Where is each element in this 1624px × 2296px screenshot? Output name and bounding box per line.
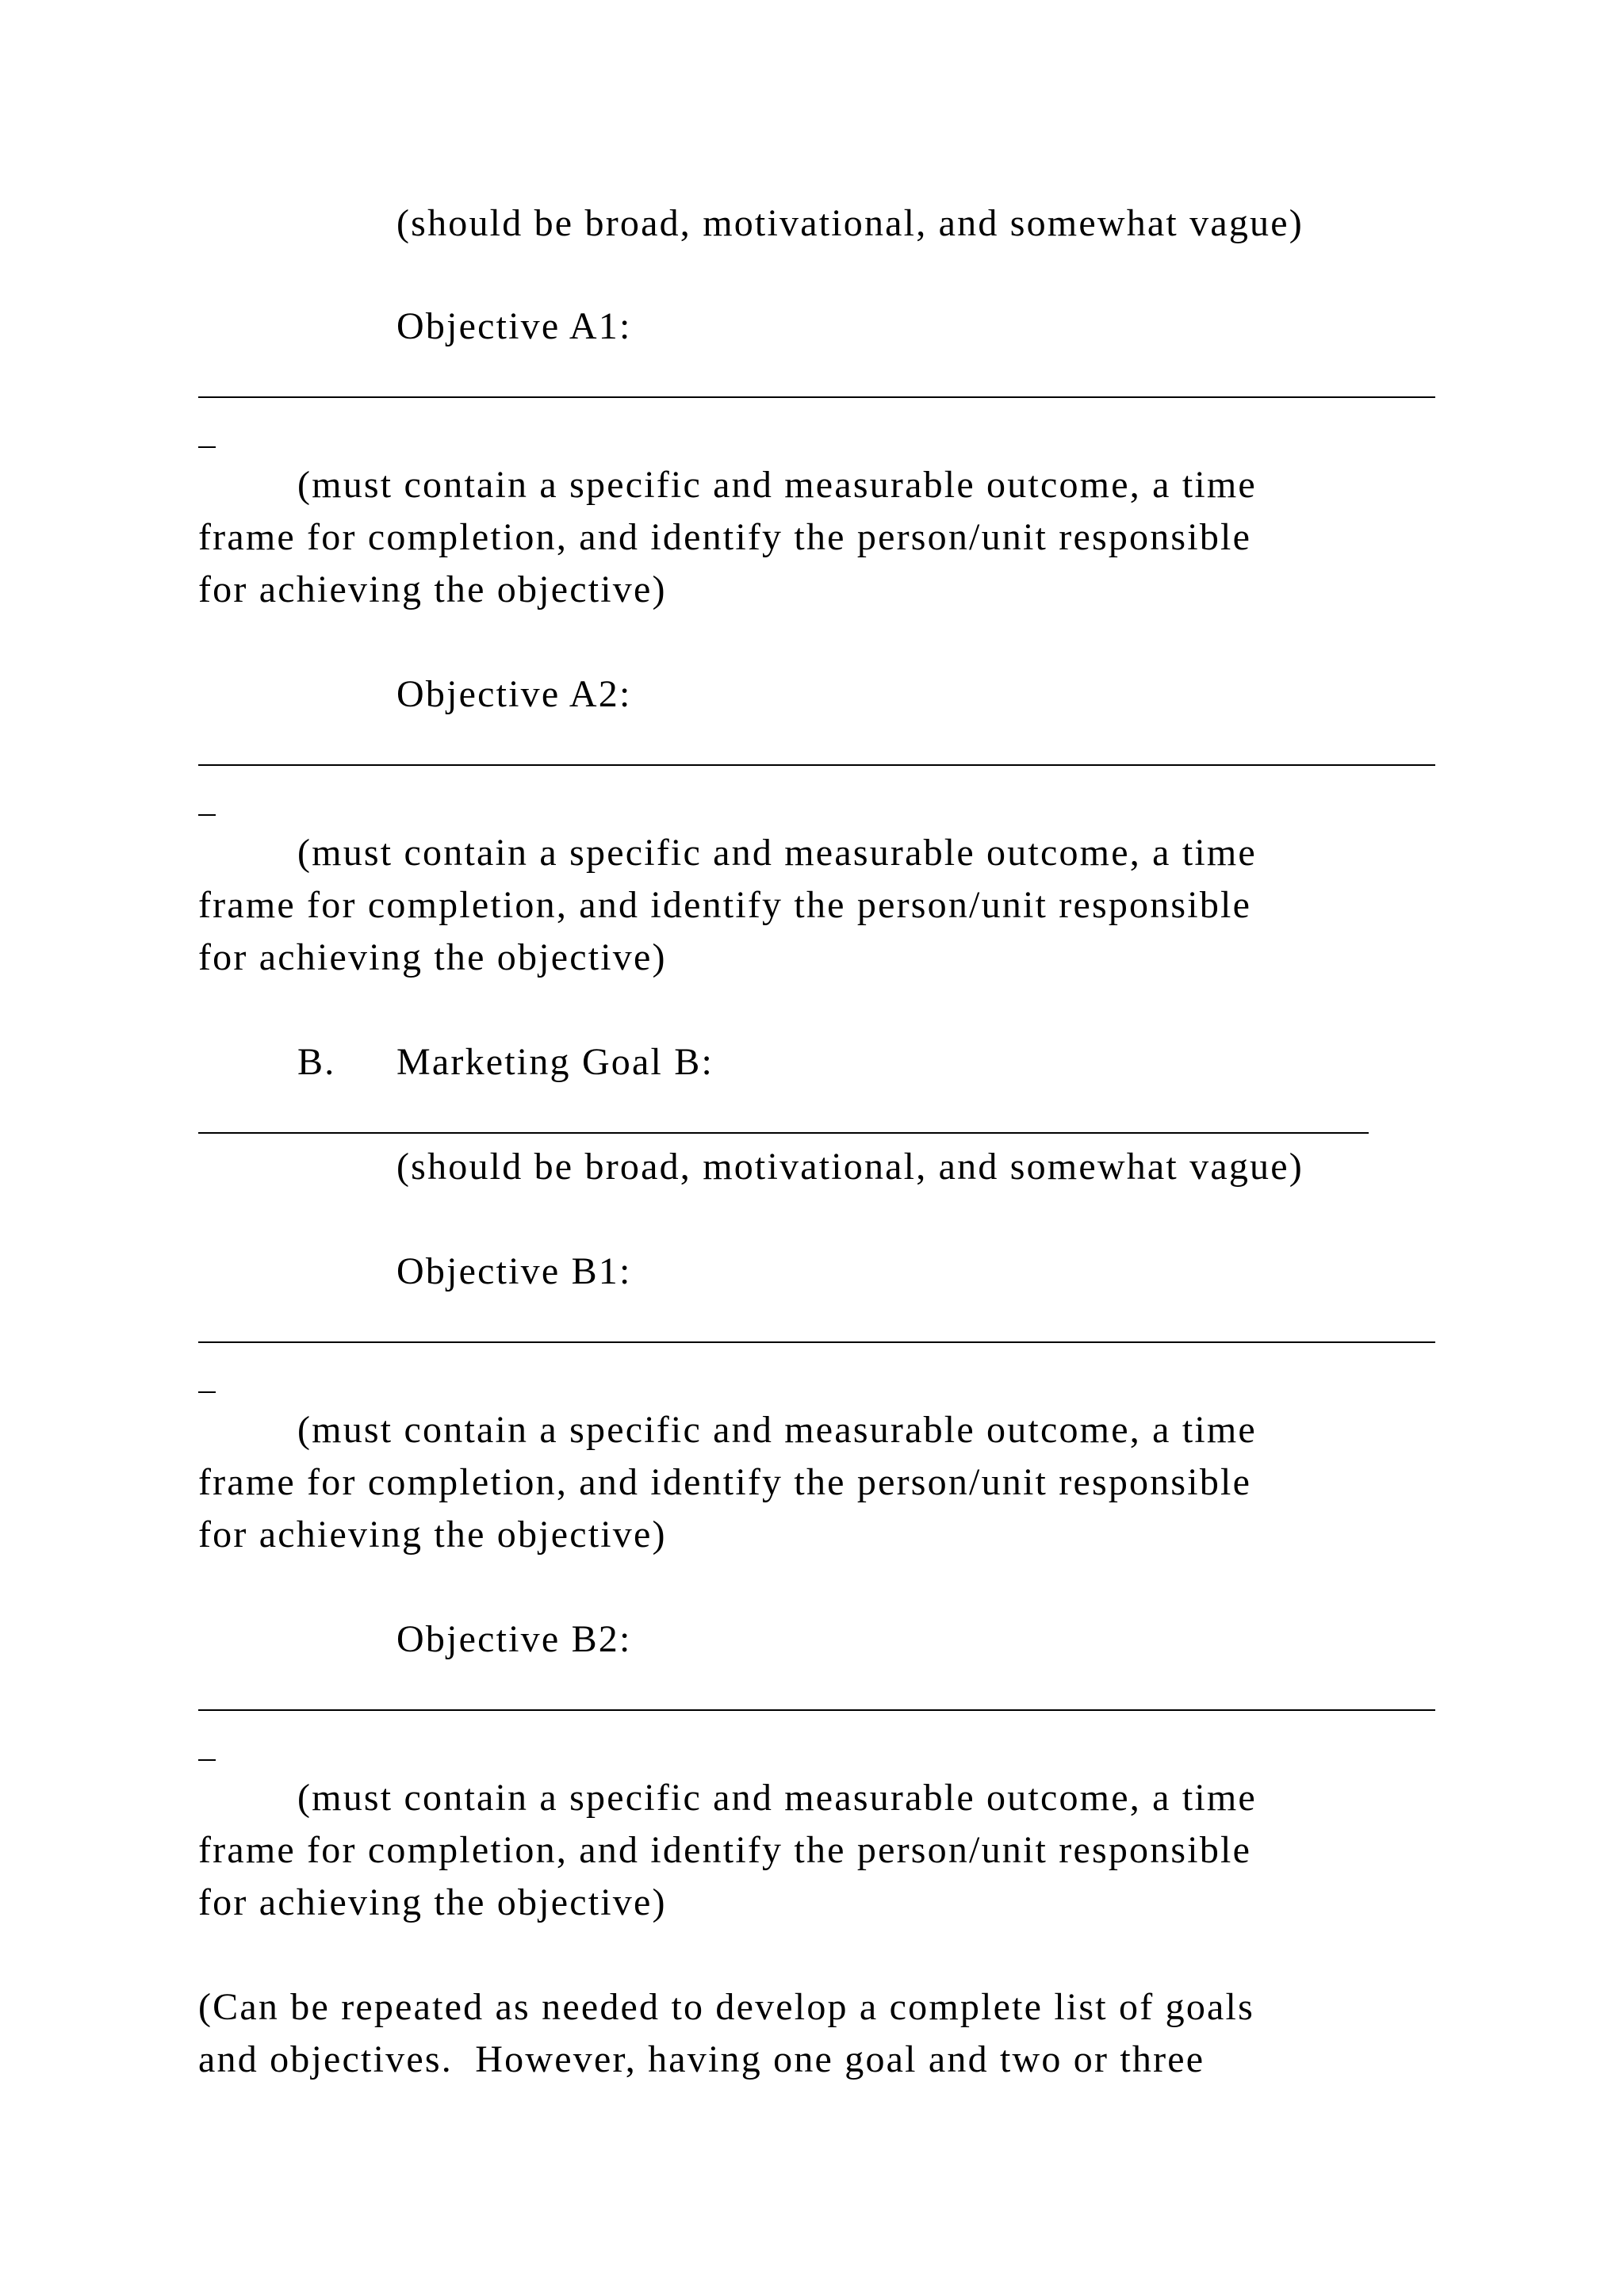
objective-a2-label: Objective A2: xyxy=(396,673,632,715)
objective-a2-note-line-1: (must contain a specific and measurable outcome, a time xyxy=(297,832,1257,874)
objective-a2-note-line-3: for achieving the objective) xyxy=(198,936,667,978)
objective-b2-note-line-2: frame for completion, and identify the person/unit responsible xyxy=(198,1829,1252,1871)
objective-b2-label: Objective B2: xyxy=(396,1618,632,1660)
objective-a1-blank-line-wrap xyxy=(198,446,216,448)
objective-b1-label: Objective B1: xyxy=(396,1250,632,1292)
closing-line-1: (Can be repeated as needed to develop a complete list of goals xyxy=(198,1986,1254,2028)
goal-b-note: (should be broad, motivational, and somewhat vague) xyxy=(396,1146,1304,1188)
objective-a1-label: Objective A1: xyxy=(396,305,632,347)
closing-line-2: and objectives. However, having one goal and two or three xyxy=(198,2038,1205,2080)
objective-a2-blank-line-wrap xyxy=(198,814,216,816)
objective-b2-note-line-3: for achieving the objective) xyxy=(198,1881,667,1923)
objective-a1-note-line-2: frame for completion, and identify the person/unit responsible xyxy=(198,516,1252,558)
objective-a2-note-line-2: frame for completion, and identify the person/unit responsible xyxy=(198,884,1252,926)
objective-a1-note-line-3: for achieving the objective) xyxy=(198,568,667,610)
goal-b-label: Marketing Goal B: xyxy=(396,1041,714,1083)
objective-a2-blank-line xyxy=(198,764,1435,766)
objective-a1-note-line-1: (must contain a specific and measurable outcome, a time xyxy=(297,464,1257,506)
objective-b1-note-line-3: for achieving the objective) xyxy=(198,1513,667,1556)
objective-a1-blank-line xyxy=(198,396,1435,398)
objective-b1-note-line-2: frame for completion, and identify the person/unit responsible xyxy=(198,1461,1252,1503)
objective-b1-blank-line xyxy=(198,1341,1435,1343)
objective-b1-note-line-1: (must contain a specific and measurable outcome, a time xyxy=(297,1409,1257,1451)
objective-b2-note-line-1: (must contain a specific and measurable outcome, a time xyxy=(297,1777,1257,1819)
objective-b2-blank-line-wrap xyxy=(198,1759,216,1761)
objective-b1-blank-line-wrap xyxy=(198,1391,216,1393)
goal-b-letter: B. xyxy=(297,1041,336,1083)
goal-b-blank-line xyxy=(198,1132,1369,1134)
goal-a-note: (should be broad, motivational, and somewhat vague) xyxy=(396,202,1304,244)
objective-b2-blank-line xyxy=(198,1709,1435,1711)
